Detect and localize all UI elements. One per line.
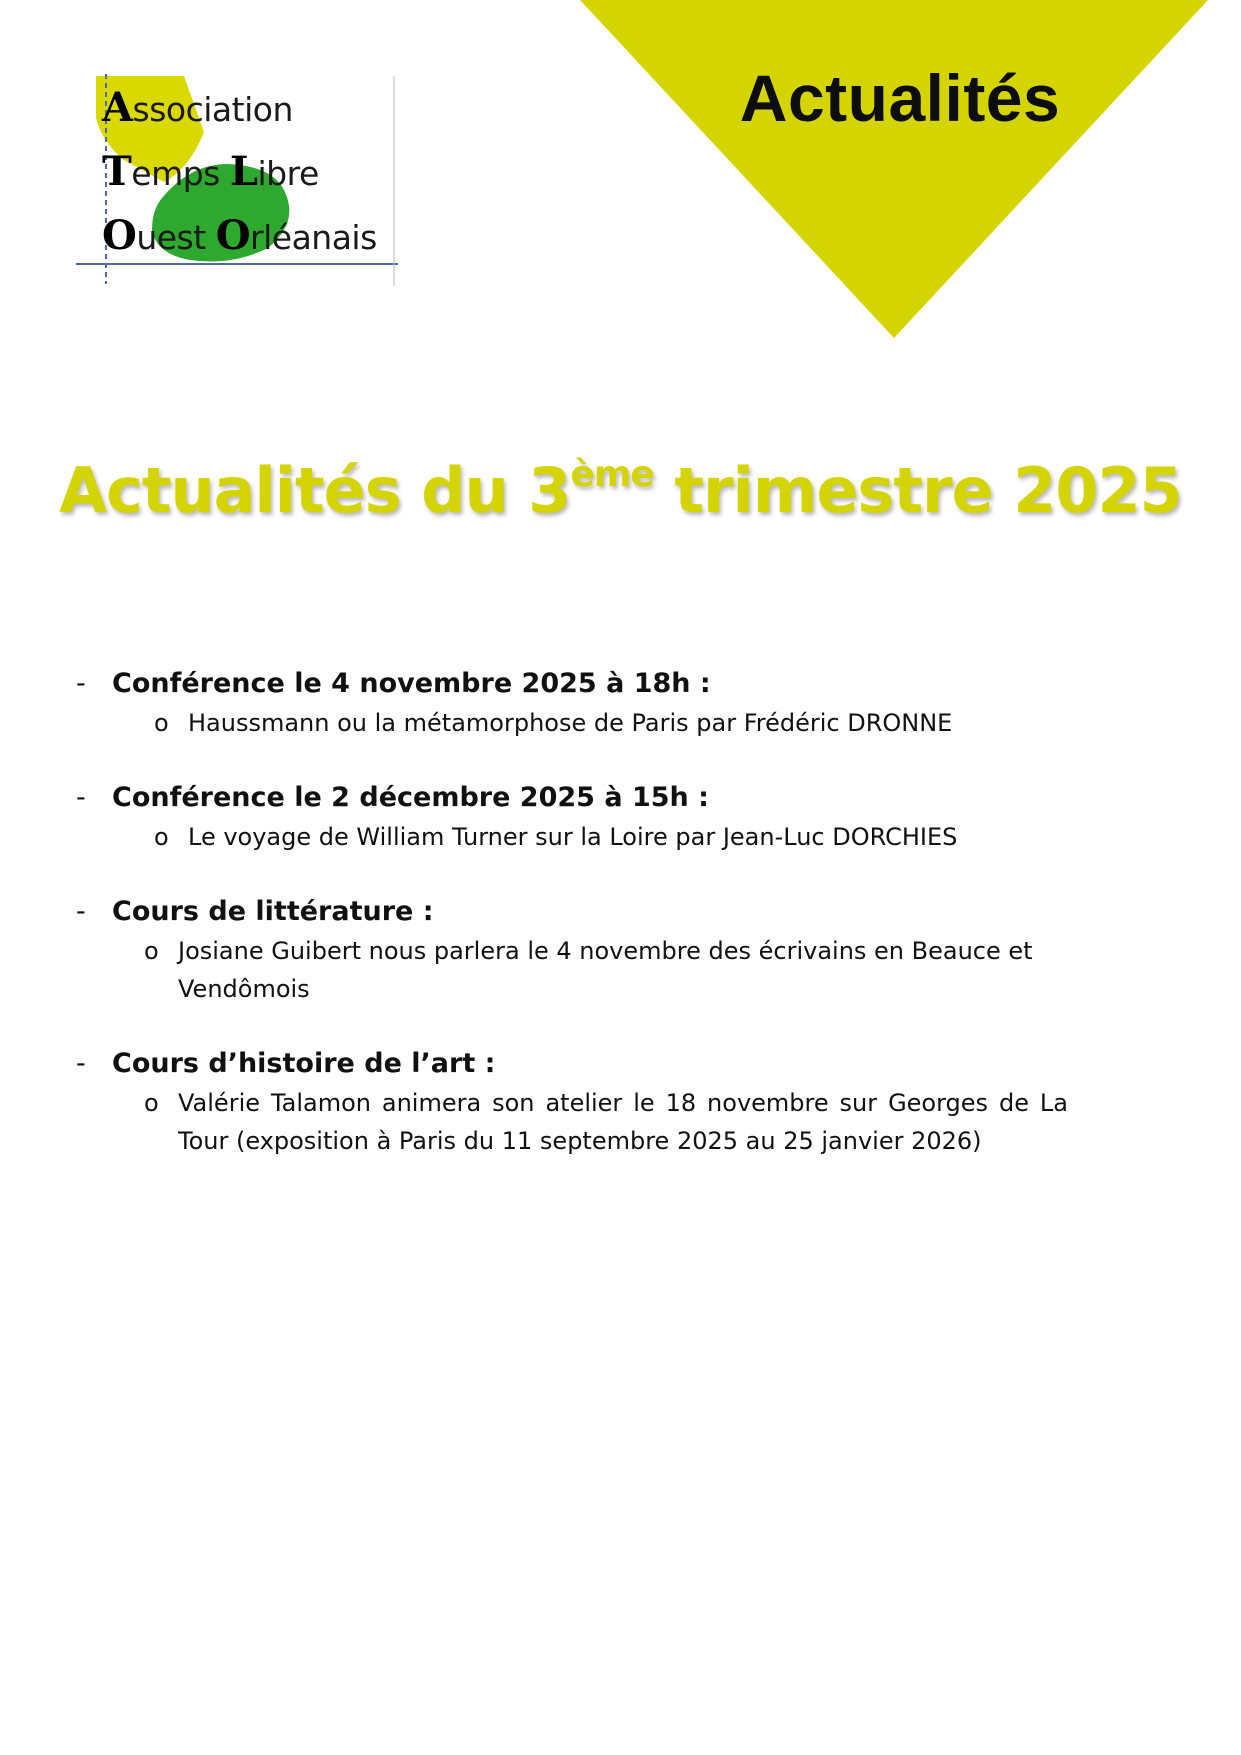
dash-marker: - <box>76 1048 86 1079</box>
association-logo <box>72 72 402 288</box>
event-item: o Valérie Talamon animera son atelier le 18 novembre sur Georges de La Tour (exposition à Paris du 11 septembre 2025 au 25 janvier 2026) <box>70 1084 1068 1160</box>
dash-marker: - <box>76 782 86 813</box>
event-item: o Haussmann ou la métamorphose de Paris par Frédéric DRONNE <box>70 704 1170 742</box>
events-list <box>70 664 1170 1196</box>
event-title: - Conférence le 4 novembre 2025 à 18h : <box>70 664 1170 704</box>
event-conference-2 <box>70 778 1170 856</box>
banner-triangle <box>580 0 1208 338</box>
event-title: - Conférence le 2 décembre 2025 à 15h : <box>70 778 1170 818</box>
page-title: Actualités du 3ème trimestre 2025 <box>59 454 1182 527</box>
logo-line-2: Temps Libre <box>102 148 319 195</box>
circle-bullet-icon: o <box>154 823 169 851</box>
banner-title: Actualités <box>739 61 1061 135</box>
event-literature <box>70 892 1170 1008</box>
dash-marker: - <box>76 668 86 699</box>
circle-bullet-icon: o <box>144 937 159 965</box>
event-art-history <box>70 1044 1170 1160</box>
event-title: - Cours d’histoire de l’art : <box>70 1044 1170 1084</box>
event-title: - Cours de littérature : <box>70 892 1170 932</box>
dash-marker: - <box>76 896 86 927</box>
logo-line-1: Association <box>102 84 293 131</box>
circle-bullet-icon: o <box>154 709 169 737</box>
event-conference-1 <box>70 664 1170 742</box>
event-item: o Josiane Guibert nous parlera le 4 novembre des écrivains en Beauce et Vendômois <box>70 932 1170 1008</box>
event-item: o Le voyage de William Turner sur la Loire par Jean-Luc DORCHIES <box>70 818 1170 856</box>
logo-line-3: Ouest Orléanais <box>102 212 377 259</box>
circle-bullet-icon: o <box>144 1089 159 1117</box>
